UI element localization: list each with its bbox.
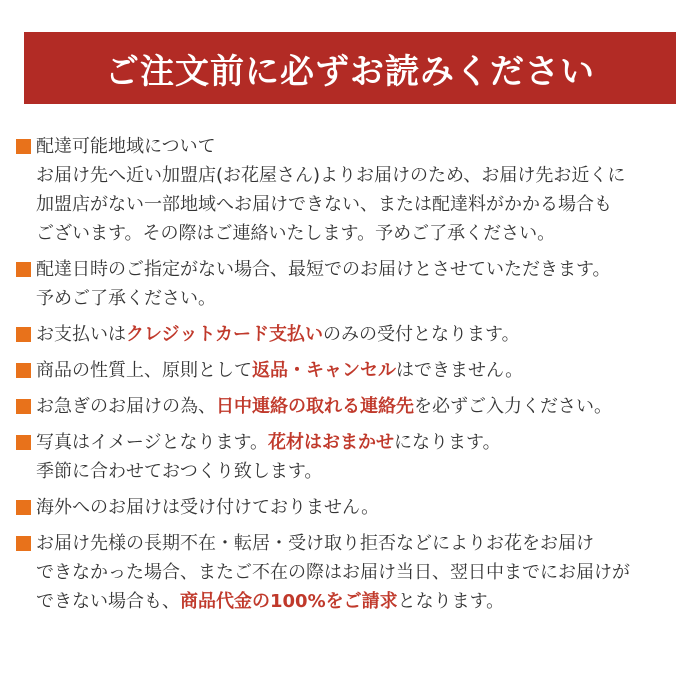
notice-line bbox=[16, 392, 696, 421]
notice-text: 商品の性質上、原則として bbox=[36, 360, 252, 381]
notice-text: 写真はイメージとなります。 bbox=[36, 432, 269, 453]
notice-line bbox=[16, 284, 696, 313]
notice-line bbox=[16, 132, 696, 161]
notice-text: 配達日時のご指定がない場合、最短でのお届けとさせていただきます。 bbox=[36, 259, 611, 280]
notice-banner bbox=[24, 32, 676, 104]
notice-highlight: 返品・キャンセル bbox=[252, 360, 396, 381]
notice-item bbox=[16, 493, 696, 522]
notice-item bbox=[16, 428, 696, 486]
notice-text: となります。 bbox=[397, 591, 505, 612]
notice-text: ございます。その際はご連絡いたします。予めご了承ください。 bbox=[36, 223, 556, 244]
square-bullet-icon bbox=[16, 262, 31, 277]
notice-line bbox=[16, 558, 696, 587]
notice-item bbox=[16, 529, 696, 616]
notice-item bbox=[16, 255, 696, 313]
notice-highlight: クレジットカード支払い bbox=[126, 324, 324, 345]
square-bullet-icon bbox=[16, 139, 31, 154]
banner-title: ご注文前に必ずお読みください bbox=[105, 51, 595, 92]
notice-line bbox=[16, 320, 696, 349]
square-bullet-icon bbox=[16, 536, 31, 551]
notice-line bbox=[16, 529, 696, 558]
notice-line bbox=[16, 457, 696, 486]
notice-text: 季節に合わせておつくり致します。 bbox=[36, 461, 323, 482]
notice-item bbox=[16, 132, 696, 248]
notice-text: を必ずご入力ください。 bbox=[414, 396, 612, 417]
notice-list bbox=[16, 132, 696, 623]
notice-line bbox=[16, 356, 696, 385]
notice-text: できない場合も、 bbox=[36, 591, 180, 612]
notice-line bbox=[16, 493, 696, 522]
notice-item bbox=[16, 392, 696, 421]
notice-highlight: 日中連絡の取れる連絡先 bbox=[216, 396, 414, 417]
notice-text: お届け先へ近い加盟店(お花屋さん)よりお届けのため、お届け先お近くに bbox=[36, 165, 626, 186]
notice-highlight: 花材はおまかせ bbox=[268, 432, 395, 453]
notice-line bbox=[16, 161, 696, 190]
notice-text: になります。 bbox=[394, 432, 501, 453]
notice-line bbox=[16, 428, 696, 457]
notice-text: のみの受付となります。 bbox=[323, 324, 520, 345]
notice-text: お急ぎのお届けの為、 bbox=[36, 396, 216, 417]
notice-line bbox=[16, 255, 696, 284]
notice-line bbox=[16, 587, 696, 616]
notice-text: 配達可能地域について bbox=[36, 136, 216, 157]
notice-text: お支払いは bbox=[36, 324, 126, 345]
notice-text: はできません。 bbox=[396, 360, 524, 381]
notice-item bbox=[16, 356, 696, 385]
notice-text: 加盟店がない一部地域へお届けできない、または配達料がかかる場合も bbox=[36, 194, 612, 215]
square-bullet-icon bbox=[16, 500, 31, 515]
notice-line bbox=[16, 219, 696, 248]
square-bullet-icon bbox=[16, 363, 31, 378]
notice-text: できなかった場合、またご不在の際はお届け当日、翌日中までにお届けが bbox=[36, 562, 630, 583]
notice-text: 海外へのお届けは受け付けておりません。 bbox=[36, 497, 380, 518]
square-bullet-icon bbox=[16, 435, 31, 450]
notice-text: 予めご了承ください。 bbox=[36, 288, 216, 309]
square-bullet-icon bbox=[16, 327, 31, 342]
notice-text: お届け先様の長期不在・転居・受け取り拒否などによりお花をお届け bbox=[36, 533, 594, 554]
notice-line bbox=[16, 190, 696, 219]
notice-item bbox=[16, 320, 696, 349]
square-bullet-icon bbox=[16, 399, 31, 414]
notice-highlight: 商品代金の100%をご請求 bbox=[180, 591, 398, 612]
